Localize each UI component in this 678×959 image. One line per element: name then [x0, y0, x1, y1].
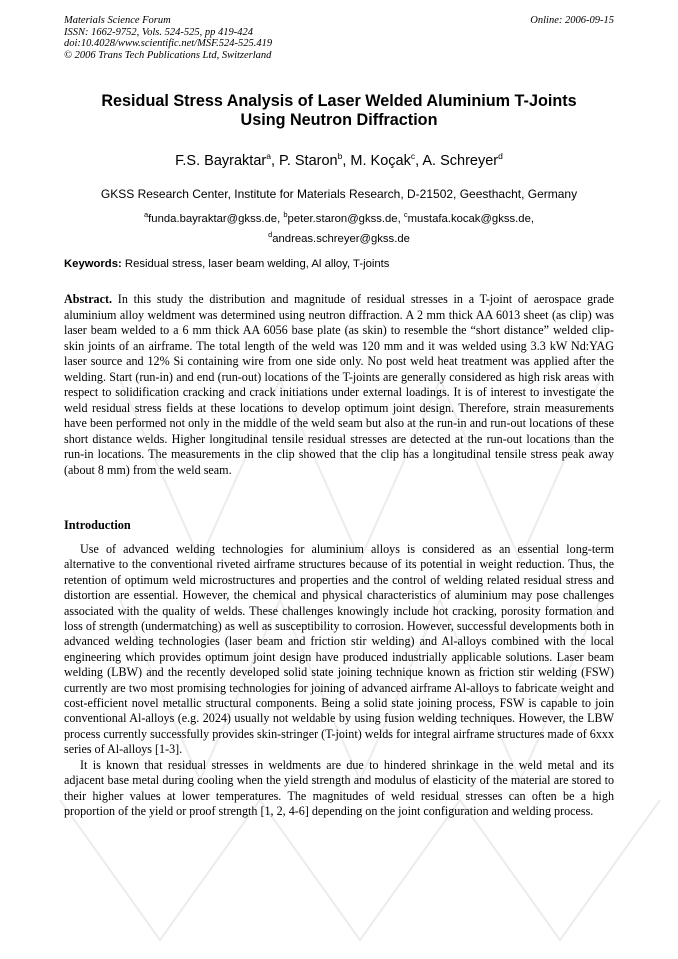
email-superscript: c — [403, 210, 408, 219]
online-date-text: Online: 2006-09-15 — [530, 15, 614, 26]
keywords-line — [64, 258, 614, 270]
email-separator: , — [397, 212, 404, 225]
online-date — [530, 15, 614, 27]
email-separator: , — [277, 212, 284, 225]
title-line-2: Using Neutron Diffraction — [240, 111, 438, 129]
author-name: M. Koçak — [350, 152, 411, 169]
journal-header — [64, 15, 272, 61]
author-separator: , — [270, 152, 280, 169]
issn-line: ISSN: 1662-9752, Vols. 524-525, pp 419-424 — [64, 26, 253, 38]
author-name: P. Staron — [279, 152, 338, 169]
author-list — [64, 148, 614, 170]
intro-paragraph-1: Use of advanced welding technologies for aluminium alloys is considered as an essential long-term alternative to the conventional riveted airframe structures because of its potential in weight reduction. Thus, the retention of optimum weld microstructures and properties and the control of welding related residual stress and distortion are essential. However, the chemical and physical characteristics of aluminium may pose challenges associated with the quality of welds. These challenges knowingly include hot cracking, porosity formation and loss of strength (undermatching) as well as susceptibility to corrosion. However, successful developments both in advanced welding technologies (laser beam and friction stir welding) and Al-alloys combined with the local engineering which provides optimum joint design have produced industrially applicable solutions. Laser beam welding (LBW) and the recently developed solid state joining technique known as friction stir welding (FSW) currently are two most promising technologies for joining of advanced airframe Al-alloys to fabricate weight and cost-efficient novel metallic structural components. Being a solid state joining process, FSW is capable to join conventional Al-alloys (e.g. 2024) usually not weldable by using fusion welding techniques. However, the LBW process currently successfully provides skin-stringer (T-joint) welds for integral airframe structures made of 6xxx series of Al-alloys [1-3]. — [64, 542, 614, 757]
journal-name: Materials Science Forum — [64, 15, 171, 26]
email-superscript: d — [268, 229, 273, 239]
doi-line: doi:10.4028/www.scientific.net/MSF.524-525.419 — [64, 38, 273, 49]
email-link[interactable]: andreas.schreyer@gkss.de — [272, 232, 410, 245]
author-superscript: b — [337, 151, 343, 161]
affiliation: GKSS Research Center, Institute for Materials Research, D-21502, Geesthacht, Germany — [100, 187, 578, 201]
email-link[interactable]: funda.bayraktar@gkss.de — [148, 212, 278, 225]
intro-paragraph-2: It is known that residual stresses in weldments are due to hindered shrinkage in the weld metal and its adjacent base metal during cooling when the yield strength and modulus of elasticity of the material are stored to their higher values at lower temperatures. The magnitudes of weld residual stresses can often be a high proportion of the yield or proof strength [1, 2, 4-6] depending on the joint configuration and welding process. — [64, 757, 614, 818]
author-separator: , — [342, 152, 351, 169]
paper-title — [64, 92, 614, 130]
abstract-label: Abstract. — [64, 292, 113, 306]
email-superscript: a — [144, 210, 149, 219]
email-line-2 — [64, 227, 614, 247]
title-line-1: Residual Stress Analysis of Laser Welded Aluminium T-Joints — [101, 92, 577, 110]
author-superscript: a — [266, 151, 271, 161]
keywords-label: Keywords: — [64, 258, 122, 270]
email-separator: , — [530, 212, 534, 225]
author-emails — [64, 207, 614, 247]
author-separator: , — [415, 152, 423, 169]
author-superscript: c — [410, 151, 416, 161]
copyright-line: © 2006 Trans Tech Publications Ltd, Switzerland — [64, 49, 272, 61]
author-superscript: d — [498, 151, 503, 161]
author-name: A. Schreyer — [422, 152, 499, 169]
abstract-paragraph — [64, 292, 614, 478]
email-link[interactable]: mustafa.kocak@gkss.de — [407, 212, 531, 225]
introduction-body — [64, 542, 614, 819]
email-line-1 — [64, 207, 614, 227]
abstract-text: In this study the distribution and magnitude of residual stresses in a T-joint of aerospace grade aluminium alloy weldment was determined using neutron diffraction. A 2 mm thick AA 6013 sheet (as clip) was laser beam welded to a 6 mm thick AA 6056 base plate (as skin) to resemble the “short distance” welded clip-skin joints of an airframe. The total length of the weld was 120 mm and it was welded using 3.3 kW Nd:YAG laser source and 12% Si containing wire from one side only. No post weld heat treatment was applied after the welding. Start (run-in) and end (run-out) locations of the T-joints are generally considered as high risk areas with respect to solidification cracking and crack initiations under external loadings. It is of interest to investigate the weld residual stress fields at these locations to develop optimum joint design. Therefore, strain measurements have been performed not only in the middle of the weld seam but also at the run-in and run-out locations of these short distance welds. Higher longitudinal tensile residual stresses are detected at the run-out locations than the run-in locations. The measurements in the clip showed that the clip has a longitudinal tensile stress peak away (about 8 mm) from the weld seam. — [64, 292, 614, 477]
email-superscript: b — [283, 210, 288, 219]
author-name: F.S. Bayraktar — [175, 152, 267, 169]
introduction-heading: Introduction — [64, 518, 131, 532]
keywords-text: Residual stress, laser beam welding, Al alloy, T-joints — [121, 258, 390, 270]
email-link[interactable]: peter.staron@gkss.de — [287, 212, 398, 225]
